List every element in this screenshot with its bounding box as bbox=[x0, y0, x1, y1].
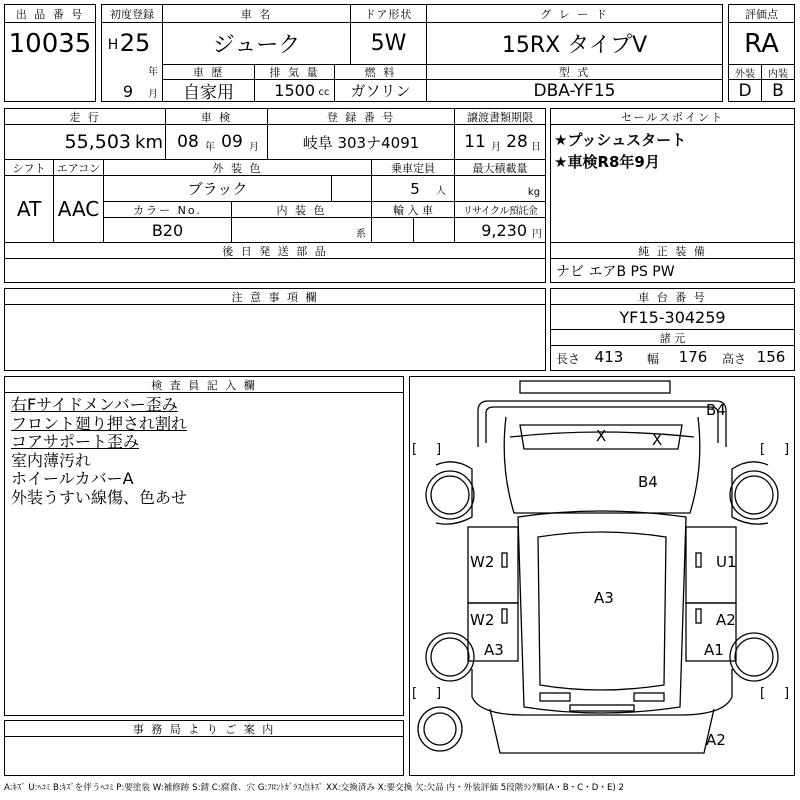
office-box bbox=[4, 720, 404, 776]
interior-value: B bbox=[772, 80, 784, 101]
front-left-wheel bbox=[426, 471, 474, 519]
era-value: H bbox=[107, 37, 119, 53]
mark-a2-bottom: A2 bbox=[706, 731, 726, 749]
top-bumper-shape bbox=[520, 381, 670, 393]
legend-text: A:ｷｽﾞ U:ﾍｺﾐ B:ｷｽﾞを伴うﾍｺﾐ P:要塗装 W:補修跡 S:錆 C:腐食、穴 G:ﾌﾛﾝﾄｶﾞﾗｽ点ｷｽﾞ XX:交換済み X:要交換 欠:欠品 内・外装評価 5段階ﾗﾝｸ順(A・B・C・D・E) 2 bbox=[4, 783, 624, 793]
equipment-value: ナビ エアB PS PW bbox=[556, 264, 675, 280]
sales-point-line: ★車検R8年9月 bbox=[554, 153, 660, 171]
rear-left-wheel bbox=[426, 633, 474, 681]
capacity-unit: 人 bbox=[436, 185, 446, 197]
shift-label: シフト bbox=[12, 161, 46, 175]
ac-label: エアコン bbox=[56, 161, 101, 175]
mark-a3-left: A3 bbox=[484, 641, 504, 659]
inspector-note: フロント廻り押され割れ bbox=[11, 413, 188, 433]
spec-box bbox=[4, 108, 546, 283]
capacity-value: 5 bbox=[410, 179, 420, 198]
color-no-value: B20 bbox=[151, 220, 184, 240]
mileage-unit: km bbox=[135, 131, 163, 153]
cabin-outline bbox=[518, 511, 686, 713]
insp-month-value: 09 bbox=[221, 132, 243, 152]
front-right-wheel bbox=[730, 471, 778, 519]
model-value: DBA-YF15 bbox=[533, 80, 616, 101]
exterior-value: D bbox=[738, 80, 752, 101]
displacement-unit: cc bbox=[318, 86, 330, 98]
sales-point-box bbox=[550, 108, 795, 283]
transfer-day-unit: 日 bbox=[531, 141, 541, 153]
mark-b4-hood: B4 bbox=[638, 473, 658, 491]
first-reg-label: 初度登録 bbox=[110, 7, 154, 21]
grade-label: グ レ ー ド bbox=[540, 7, 609, 21]
year-value: 25 bbox=[119, 29, 151, 57]
inspector-label: 検 査 員 記 入 欄 bbox=[151, 378, 257, 392]
history-label: 車 歴 bbox=[192, 66, 225, 79]
rear-lamp-left bbox=[540, 693, 570, 701]
score-value: RA bbox=[744, 28, 779, 59]
mark-b4-top: B4 bbox=[706, 401, 726, 419]
transfer-day-value: 28 bbox=[506, 132, 528, 152]
door-label: ドア形状 bbox=[364, 7, 413, 21]
transfer-label: 譲渡書類期限 bbox=[467, 110, 533, 124]
lot-no-label: 出 品 番 号 bbox=[5, 5, 95, 23]
office-label: 事 務 局 よ り ご 案 内 bbox=[132, 722, 276, 736]
mark-a3-roof: A3 bbox=[594, 589, 614, 607]
car-diagram bbox=[410, 377, 794, 775]
recycle-label: リサイクル預託金 bbox=[462, 206, 538, 217]
equipment-label: 純 正 装 備 bbox=[638, 244, 707, 258]
vehicle-info-box bbox=[101, 4, 723, 102]
inspector-note: 右Fサイドメンバー歪み bbox=[11, 395, 178, 414]
plate-label: 登 録 番 号 bbox=[326, 110, 396, 124]
rear-outline bbox=[472, 669, 732, 715]
rear-right-wheel bbox=[730, 633, 778, 681]
int-color-label: 内 装 色 bbox=[276, 203, 327, 217]
width-label: 幅 bbox=[646, 351, 659, 366]
transfer-month-unit: 月 bbox=[491, 141, 501, 153]
inspector-note: 室内薄汚れ bbox=[11, 450, 92, 470]
bracket-mark: [ bbox=[412, 686, 418, 701]
capacity-label: 乗車定員 bbox=[391, 161, 435, 175]
height-label: 高さ bbox=[721, 351, 746, 366]
fuel-value: ガソリン bbox=[350, 82, 411, 100]
bracket-mark: [ bbox=[760, 686, 766, 701]
ac-value: AAC bbox=[57, 197, 100, 221]
interior-label: 内装 bbox=[768, 68, 788, 80]
notes-label: 注 意 事 項 欄 bbox=[231, 290, 319, 304]
int-color-unit: 系 bbox=[356, 228, 366, 240]
header-lot-box bbox=[4, 4, 96, 102]
car-name-value: ジューク bbox=[212, 33, 301, 58]
sales-point-line: ★プッシュスタート bbox=[554, 131, 687, 149]
load-unit: kg bbox=[527, 186, 541, 198]
bracket-mark: ] bbox=[436, 442, 442, 457]
import-label: 輸 入 車 bbox=[393, 203, 433, 217]
divider bbox=[413, 217, 414, 242]
recycle-value: 9,230 bbox=[481, 220, 527, 240]
insp-month-unit: 月 bbox=[249, 141, 259, 153]
rear-bar bbox=[570, 705, 634, 711]
displacement-value: 1500 bbox=[274, 81, 315, 100]
shift-value: AT bbox=[16, 197, 42, 221]
month-unit: 月 bbox=[148, 88, 158, 100]
door-value: 5W bbox=[370, 31, 407, 56]
mileage-value: 55,503 bbox=[64, 131, 131, 153]
bracket-mark: [ bbox=[412, 442, 418, 457]
fuel-label: 燃 料 bbox=[364, 66, 397, 79]
bracket-mark: [ bbox=[760, 442, 766, 457]
height-value: 156 bbox=[756, 348, 786, 366]
recycle-unit: 円 bbox=[532, 228, 542, 240]
month-value: 9 bbox=[122, 81, 134, 101]
car-diagram-box bbox=[409, 376, 795, 776]
color-value: ブラック bbox=[187, 180, 248, 198]
inspector-box bbox=[4, 376, 404, 716]
bracket-mark: ] bbox=[436, 686, 442, 701]
notes-box bbox=[4, 288, 546, 371]
rear-lamp-right bbox=[634, 693, 664, 701]
score-box bbox=[728, 4, 795, 102]
insp-year-unit: 年 bbox=[205, 141, 215, 153]
inspector-note: コアサポート歪み bbox=[11, 432, 140, 451]
mark-x-2: X bbox=[652, 431, 663, 449]
sales-point-label: セールスポイント bbox=[620, 110, 724, 124]
mark-w2-lower: W2 bbox=[470, 611, 495, 629]
color-no-label: カラー No. bbox=[133, 203, 202, 217]
lot-no-value: 10035 bbox=[8, 29, 92, 59]
dims-label: 諸 元 bbox=[659, 331, 686, 345]
transfer-month-value: 11 bbox=[464, 132, 486, 152]
chassis-value: YF15-304259 bbox=[619, 307, 726, 327]
inspection-label: 車 検 bbox=[200, 110, 233, 124]
mark-w2-upper: W2 bbox=[470, 553, 495, 571]
length-value: 413 bbox=[594, 348, 624, 366]
divider bbox=[331, 175, 332, 201]
width-value: 176 bbox=[678, 348, 708, 366]
year-unit: 年 bbox=[148, 66, 158, 78]
length-label: 長さ bbox=[555, 351, 580, 366]
displacement-label: 排 気 量 bbox=[269, 66, 320, 79]
bracket-mark: ] bbox=[784, 686, 790, 701]
history-value: 自家用 bbox=[183, 83, 234, 103]
car-name-label: 車 名 bbox=[240, 7, 273, 21]
mark-a2-right: A2 bbox=[716, 611, 736, 629]
roof-inner bbox=[538, 532, 666, 690]
mileage-label: 走 行 bbox=[69, 110, 101, 124]
model-label: 型 式 bbox=[558, 66, 591, 79]
exterior-label: 外装 bbox=[735, 68, 755, 80]
mark-a1: A1 bbox=[704, 641, 724, 659]
inspector-note: 外装うすい線傷、色あせ bbox=[11, 487, 188, 507]
color-label: 外 装 色 bbox=[212, 161, 263, 175]
inspector-note: ホイールカバーA bbox=[11, 469, 134, 488]
plate-value: 岐阜 303ナ4091 bbox=[302, 133, 420, 152]
load-label: 最大積載量 bbox=[472, 161, 528, 175]
insp-year-value: 08 bbox=[177, 132, 199, 152]
bracket-mark: ] bbox=[784, 442, 790, 457]
grade-value: 15RX タイプV bbox=[501, 33, 648, 58]
later-parts-label: 後 日 発 送 部 品 bbox=[222, 244, 328, 258]
score-label: 評価点 bbox=[745, 7, 778, 21]
mark-x-1: X bbox=[596, 427, 607, 445]
chassis-label: 車 台 番 号 bbox=[638, 290, 707, 304]
chassis-box bbox=[550, 288, 795, 371]
mark-u1: U1 bbox=[716, 553, 737, 571]
